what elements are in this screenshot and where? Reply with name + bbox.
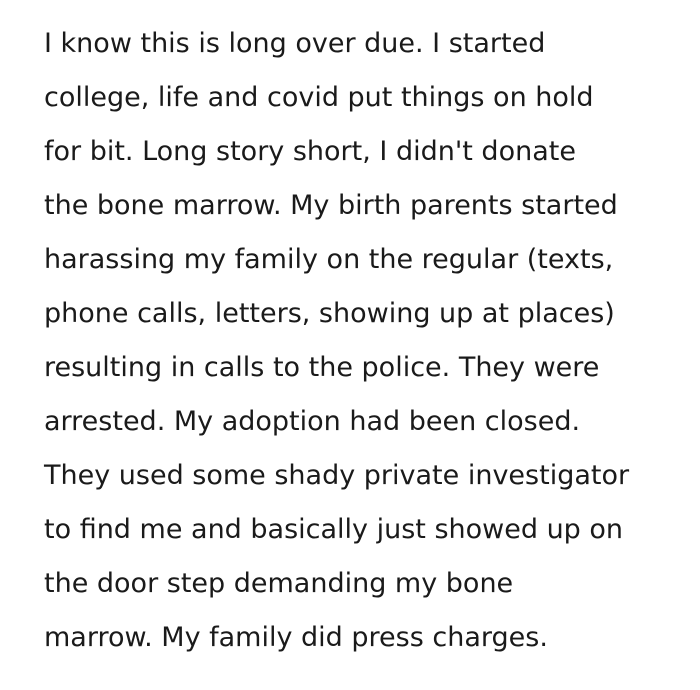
text-line: resulting in calls to the police. They were (44, 352, 600, 383)
post-text (44, 17, 694, 665)
text-line: phone calls, letters, showing up at places) (44, 298, 615, 329)
text-line: I know this is long over due. I started (44, 28, 546, 59)
text-line: the door step demanding my bone (44, 568, 514, 599)
text-line: marrow. My family did press charges. (44, 622, 548, 653)
text-line: the bone marrow. My birth parents started (44, 190, 618, 221)
text-line: They used some shady private investigator (44, 460, 630, 491)
text-line: arrested. My adoption had been closed. (44, 406, 581, 437)
text-line: to find me and basically just showed up on (44, 514, 624, 545)
text-line: for bit. Long story short, I didn't donate (44, 136, 576, 167)
text-line: harassing my family on the regular (texts, (44, 244, 614, 275)
text-line: college, life and covid put things on hold (44, 82, 594, 113)
